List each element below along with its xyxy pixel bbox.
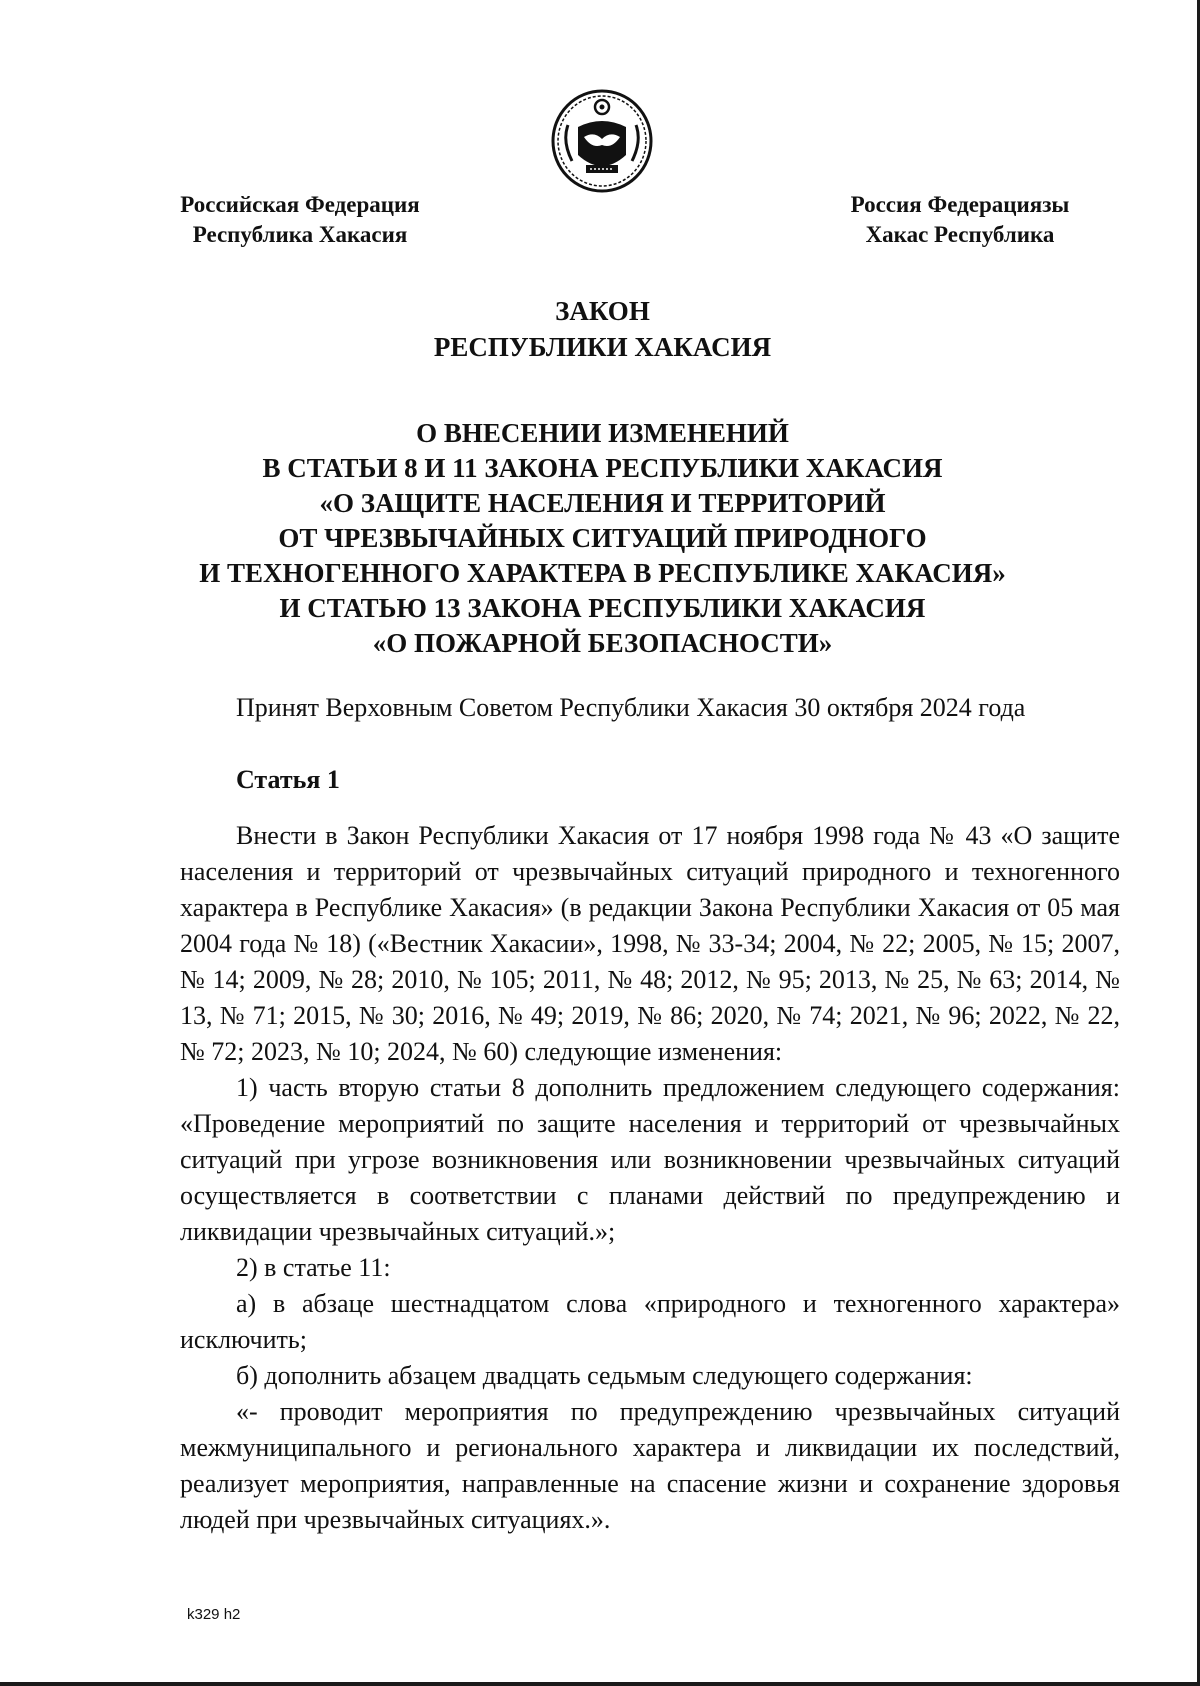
header-right bbox=[835, 190, 1085, 250]
article-body bbox=[180, 818, 1120, 1538]
header-right-line1: Россия Федерациязы bbox=[850, 192, 1070, 217]
law-subject-line1: О ВНЕСЕНИИ ИЗМЕНЕНИЙ bbox=[416, 418, 789, 448]
law-subject-line6: И СТАТЬЮ 13 ЗАКОНА РЕСПУБЛИКИ ХАКАСИЯ bbox=[279, 593, 926, 623]
article-paragraph-3: 2) в статье 11: bbox=[236, 1253, 391, 1282]
law-subject-line2: В СТАТЬИ 8 И 11 ЗАКОНА РЕСПУБЛИКИ ХАКАСИЯ bbox=[262, 453, 943, 483]
article-paragraph-1: Внести в Закон Республики Хакасия от 17 ноября 1998 года № 43 «О защите населения и территорий от чрезвычайных ситуаций природного и техногенного характера в Республике Хакасия» (в редакции Закона Республики Хакасия от 05 мая 2004 года № 18) («Вестник Хакасии», 1998, № 33-34; 2004, № 22; 2005, № 15; 2007, № 14; 2009, № 28; 2010, № 105; 2011, № 48; 2012, № 95; 2013, № 25, № 63; 2014, № 13, № 71; 2015, № 30; 2016, № 49; 2019, № 86; 2020, № 74; 2021, № 96; 2022, № 22, № 72; 2023, № 10; 2024, № 60) следующие изменения: bbox=[180, 821, 1120, 1066]
article-heading: Статья 1 bbox=[236, 765, 340, 794]
law-title-line2: РЕСПУБЛИКИ ХАКАСИЯ bbox=[433, 332, 772, 362]
law-title bbox=[150, 293, 1055, 365]
article-paragraph-4: а) в абзаце шестнадцатом слова «природного и техногенного характера» исключить; bbox=[180, 1289, 1120, 1354]
article-paragraph-2: 1) часть вторую статьи 8 дополнить предложением следующего содержания: «Проведение мероприятий по защите населения и территорий от чрезвычайных ситуаций при угрозе возникновения или возникновении чрезвычайных ситуаций осуществляется в соответствии с планами действий по предупреждению и ликвидации чрезвычайных ситуаций.»; bbox=[180, 1073, 1120, 1246]
law-title-line1: ЗАКОН bbox=[555, 296, 650, 326]
header-right-line2: Хакас Республика bbox=[865, 222, 1055, 247]
article-paragraph-5: б) дополнить абзацем двадцать седьмым следующего содержания: bbox=[236, 1361, 973, 1390]
law-subject-line5: И ТЕХНОГЕННОГО ХАРАКТЕРА В РЕСПУБЛИКЕ ХАКАСИЯ» bbox=[199, 558, 1006, 588]
header-left-line1: Российская Федерация bbox=[180, 192, 420, 217]
coat-of-arms-emblem bbox=[550, 85, 654, 193]
law-subject-line7: «О ПОЖАРНОЙ БЕЗОПАСНОСТИ» bbox=[372, 628, 833, 658]
document-code: k329 h2 bbox=[187, 1606, 241, 1623]
adoption-line: Принят Верховным Советом Республики Хакасия 30 октября 2024 года bbox=[236, 693, 1026, 722]
scan-edge-bottom bbox=[0, 1682, 1200, 1686]
header-left bbox=[165, 190, 435, 250]
law-subject-line4: ОТ ЧРЕЗВЫЧАЙНЫХ СИТУАЦИЙ ПРИРОДНОГО bbox=[278, 523, 927, 553]
header-left-line2: Республика Хакасия bbox=[192, 222, 408, 247]
article-paragraph-6: «- проводит мероприятия по предупреждению чрезвычайных ситуаций межмуниципального и регионального характера и ликвидации их последствий, реализует мероприятия, направленные на спасение жизни и сохранение здоровья людей при чрезвычайных ситуациях.». bbox=[180, 1397, 1120, 1534]
law-subject bbox=[150, 416, 1055, 661]
law-subject-line3: «О ЗАЩИТЕ НАСЕЛЕНИЯ И ТЕРРИТОРИЙ bbox=[319, 488, 886, 518]
